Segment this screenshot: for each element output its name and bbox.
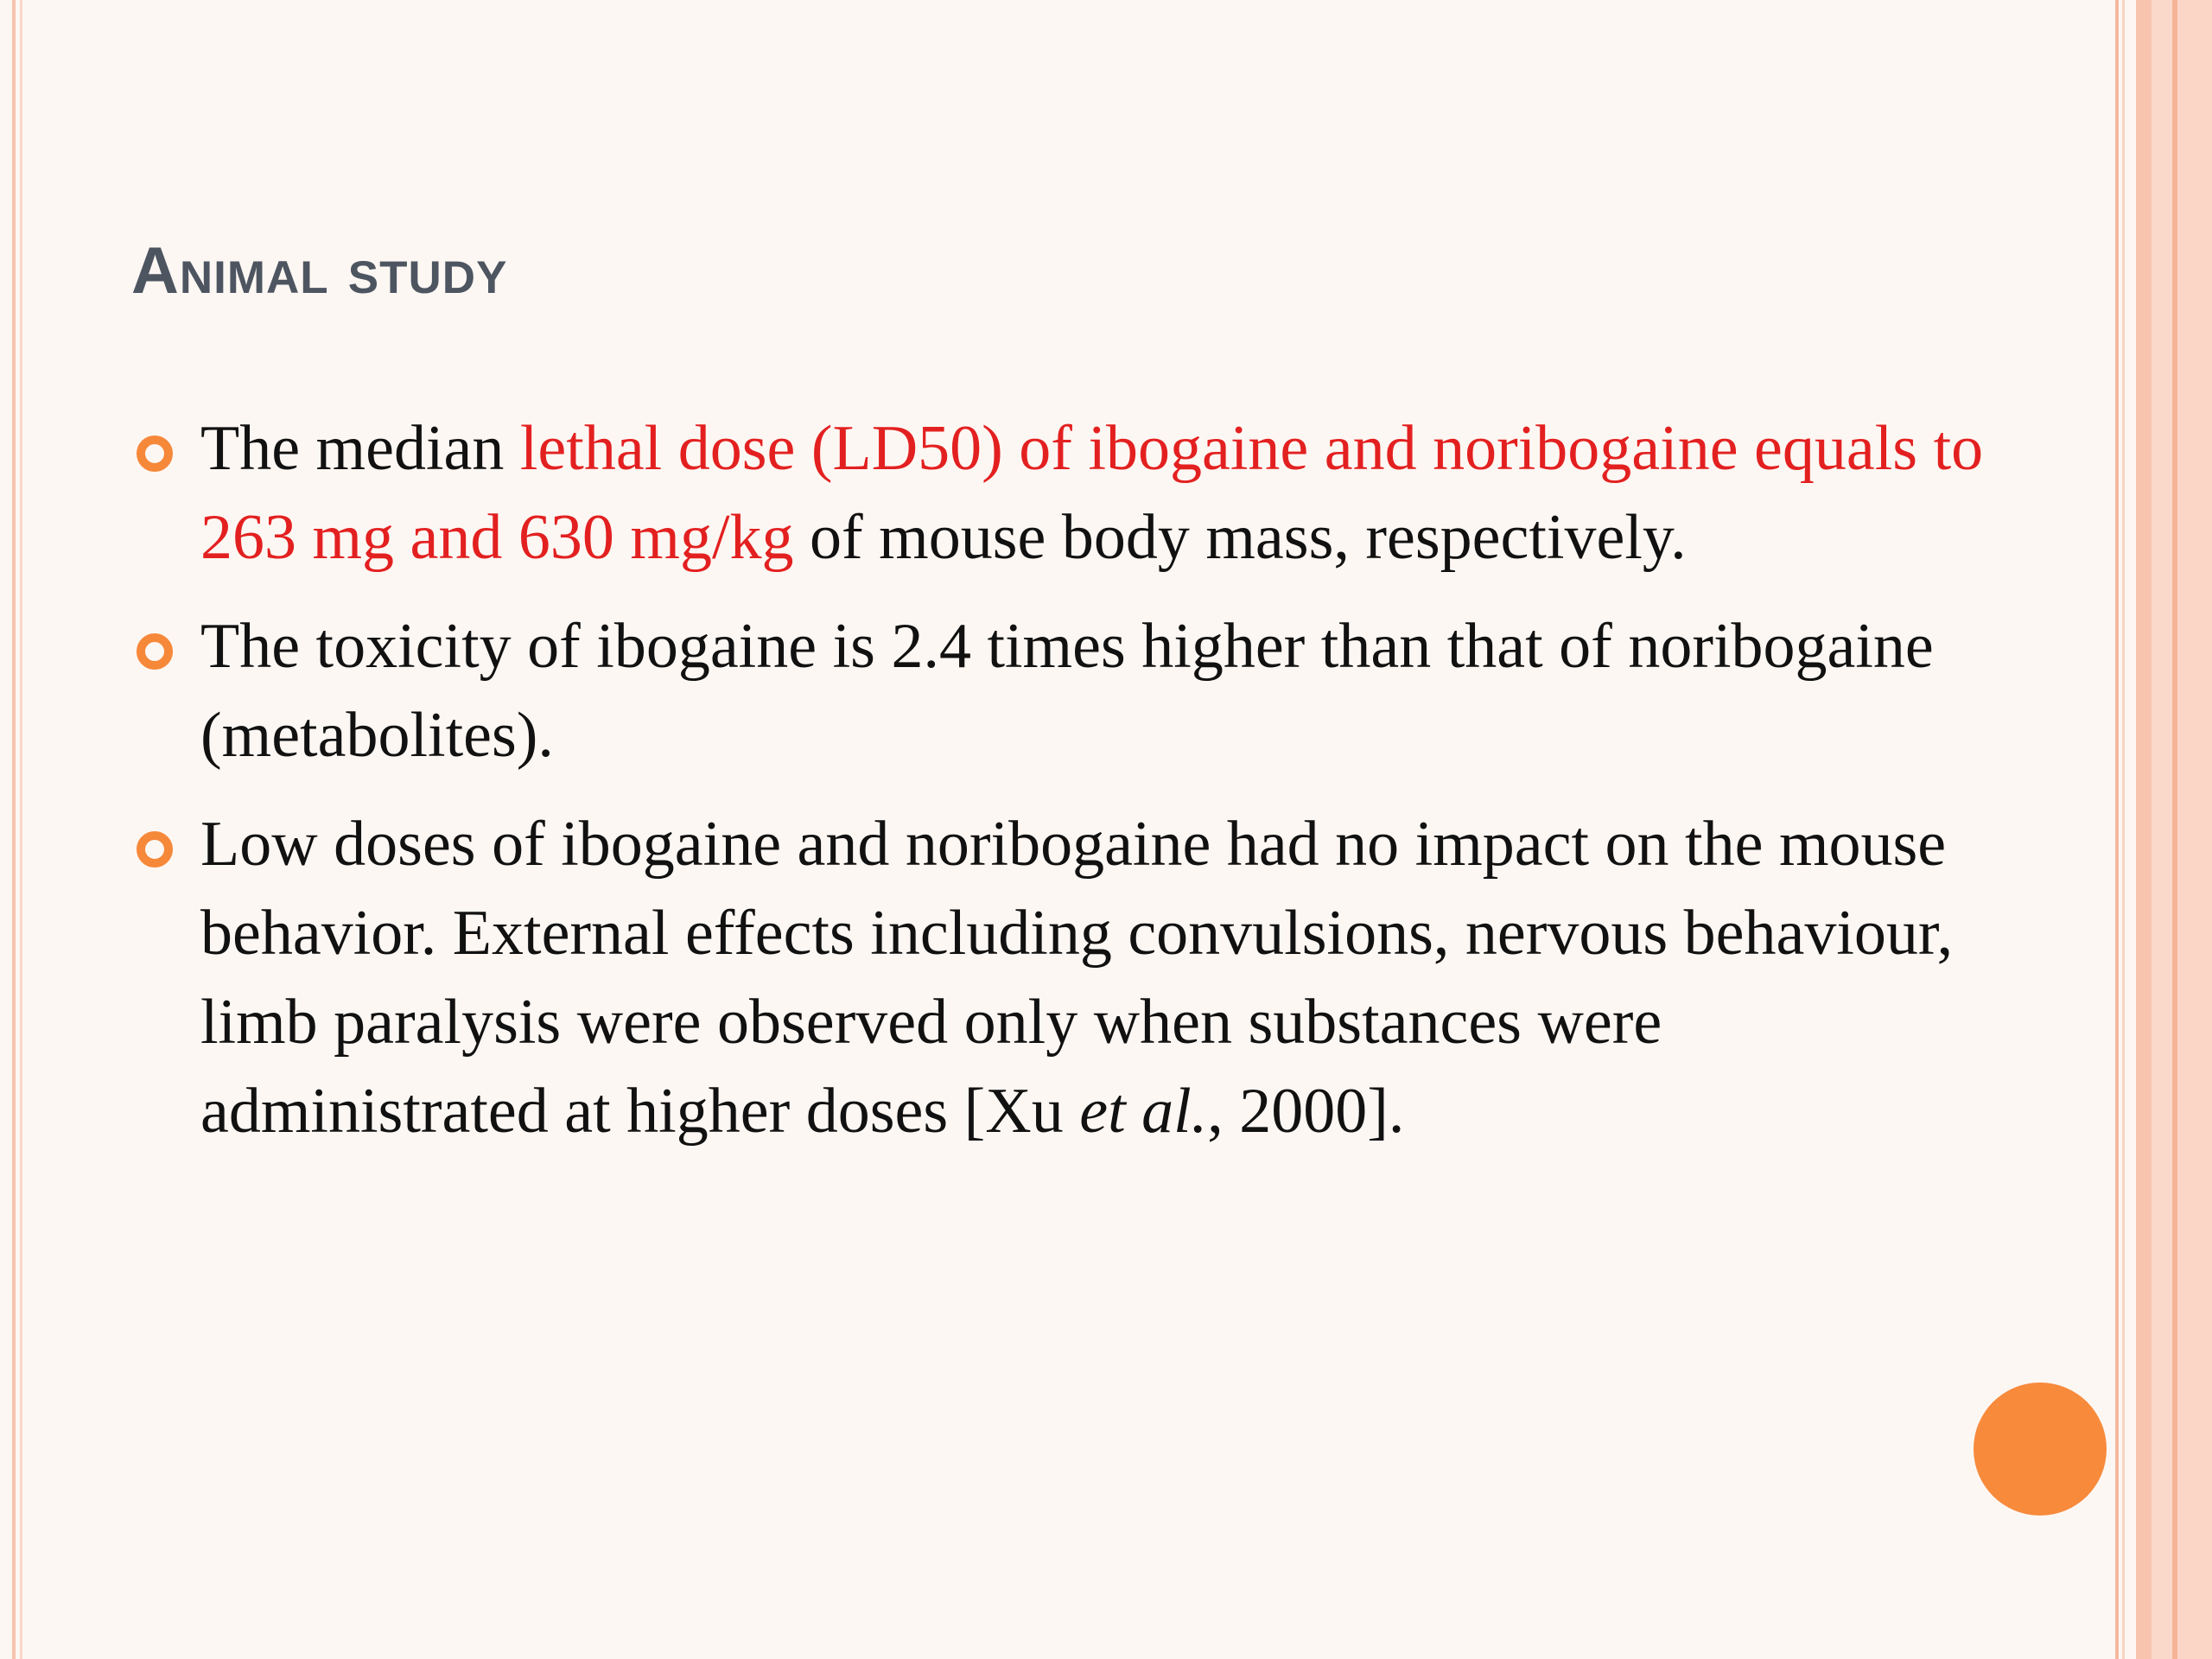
hollow-circle-bullet-icon bbox=[137, 831, 173, 868]
bullet-item-ld50 bbox=[130, 404, 1987, 582]
bullet-text: , 2000]. bbox=[1207, 1076, 1405, 1147]
bullet-text: The toxicity of ibogaine is 2.4 times higher than that of noribogaine (metabolites). bbox=[200, 611, 1934, 771]
right-border-band bbox=[2177, 0, 2212, 1659]
right-border-band bbox=[2152, 0, 2172, 1659]
bullet-item-low-doses bbox=[130, 800, 1987, 1156]
citation-italic: et al. bbox=[1079, 1076, 1208, 1147]
left-border-line bbox=[12, 0, 16, 1659]
right-border-line bbox=[2115, 0, 2119, 1659]
bullet-list bbox=[130, 404, 1987, 1176]
hollow-circle-bullet-icon bbox=[137, 435, 173, 472]
bullet-item-toxicity bbox=[130, 602, 1987, 780]
right-border-line-inner bbox=[2122, 0, 2125, 1659]
orange-circle-decoration bbox=[1974, 1382, 2107, 1516]
page-title: Animal study bbox=[131, 234, 508, 308]
right-border-band bbox=[2136, 0, 2152, 1659]
hollow-circle-bullet-icon bbox=[137, 633, 173, 670]
left-border-line-inner bbox=[20, 0, 22, 1659]
highlighted-text: lethal dose (LD50) of ibogaine and noribogaine equals to 263 mg and 630 mg/kg bbox=[200, 413, 1984, 573]
bullet-text: of mouse body mass, respectively. bbox=[793, 502, 1687, 573]
bullet-text: The median bbox=[200, 413, 520, 484]
bullet-text: Low doses of ibogaine and noribogaine had no impact on the mouse behavior. External effects including convulsions, nervous behaviour, limb paralysis were observed only when substances were administrated at higher doses [Xu bbox=[200, 809, 1954, 1147]
